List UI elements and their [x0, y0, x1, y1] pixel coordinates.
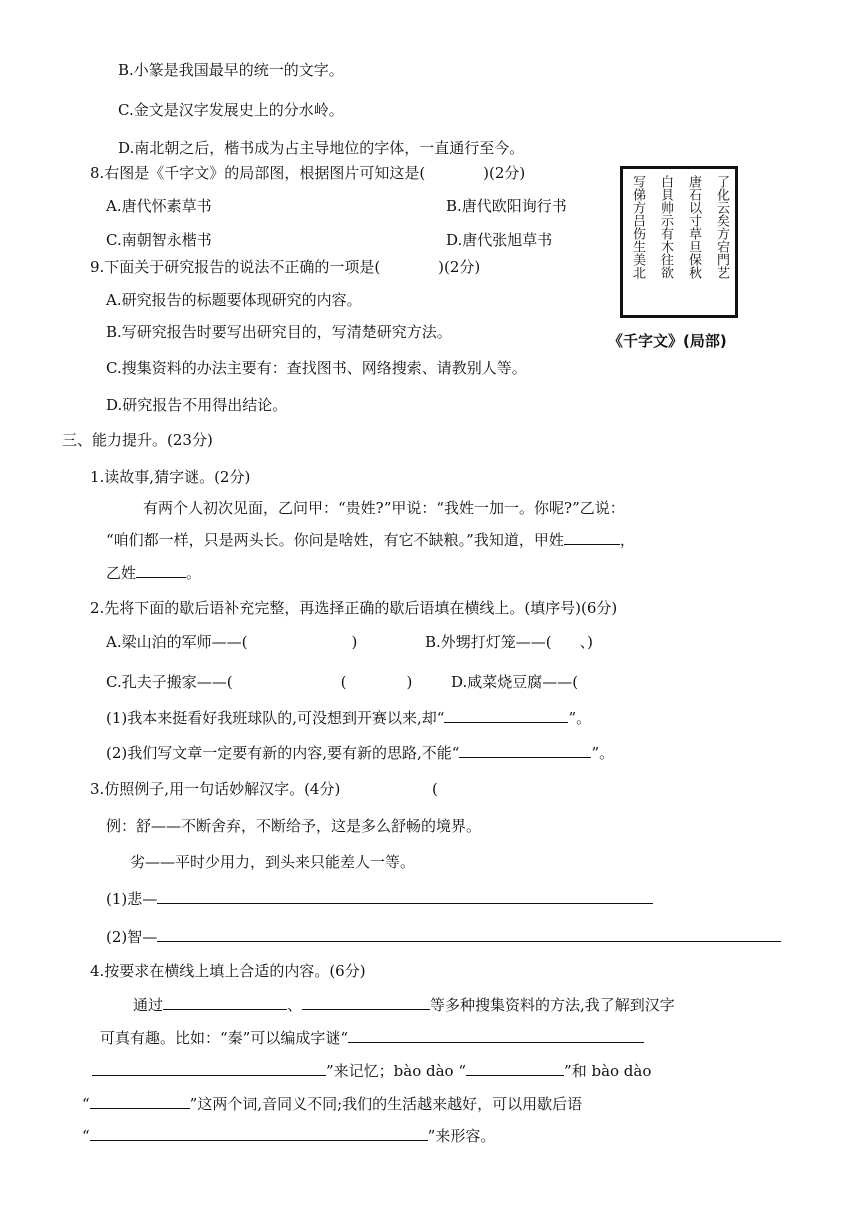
calligraphy-column: 唐石以寸草旦保秋: [686, 175, 701, 279]
s3-title: 3.仿照例子,用一句话妙解汉字。(4分): [90, 780, 341, 798]
q9-option-a: A.研究报告的标题要体现研究的内容。: [106, 291, 362, 309]
s1-paragraph-line1: 有两个人初次见面，乙问甲：“贵姓?”甲说：“我姓一加一。你呢?”乙说：: [143, 499, 625, 517]
q7-option-d: D.南北朝之后，楷书成为占主导地位的字体，一直通行至今。: [118, 139, 525, 157]
s4-blank-3[interactable]: [348, 1028, 644, 1043]
calligraphy-image: [620, 166, 738, 318]
s1-blank-yi[interactable]: [136, 563, 186, 578]
s3-example-1: 例：舒——不断舍弃，不断给予，这是多么舒畅的境界。: [106, 817, 482, 835]
s3-item-2-label: (2)智—: [106, 928, 158, 946]
s2-line2-end: ”。: [591, 744, 615, 762]
s2-item-c: [106, 672, 412, 692]
s2-line1-text: (1)我本来挺看好我班球队的,可没想到开赛以来,却“: [106, 709, 445, 727]
q8-stem: [90, 163, 525, 183]
s4-blank-5[interactable]: [90, 1094, 190, 1109]
s2-b-close: 、): [579, 633, 594, 651]
s2-d-text: D.咸菜烧豆腐——(: [451, 673, 579, 691]
s4-blank-1[interactable]: [163, 995, 287, 1010]
q9-option-c: C.搜集资料的办法主要有：查找图书、网络搜索、请教别人等。: [106, 359, 527, 377]
s4-line4: [82, 1094, 582, 1114]
q8-stem-text: 8.右图是《千字文》的局部图，根据图片可知这是(: [90, 164, 426, 182]
s2-item-b: [425, 632, 593, 652]
s4-text: ”来形容。: [427, 1127, 496, 1145]
s3-blank-2[interactable]: [157, 927, 781, 942]
s4-text: ”这两个词,音同义不同;我们的生活越来越好，可以用歇后语: [189, 1095, 583, 1113]
s2-line1: [106, 708, 591, 728]
s4-blank-2[interactable]: [302, 995, 430, 1010]
s4-text: 等多种搜集资料的方法,我了解到汉字: [430, 996, 675, 1014]
s3-stray-paren: (: [432, 780, 438, 798]
s1-paragraph-line2: [106, 530, 635, 550]
s4-text: “: [82, 1127, 90, 1145]
s1-comma: ，: [619, 531, 635, 549]
image-caption: 《千字文》(局部): [608, 332, 727, 350]
s2-blank-2[interactable]: [459, 743, 591, 758]
s1-title: 1.读故事,猜字谜。(2分): [90, 468, 251, 486]
s2-line2: [106, 743, 614, 763]
s2-b-text: B.外甥打灯笼——(: [425, 633, 552, 651]
s4-line2: [100, 1028, 644, 1048]
s2-a-text: A.梁山泊的军师——(: [106, 633, 248, 651]
s2-c-text: C.孔夫子搬家——(: [106, 673, 233, 691]
q8-option-d: D.唐代张旭草书: [446, 231, 553, 249]
s2-c-close: ): [406, 673, 413, 691]
q8-option-c: C.南朝智永楷书: [106, 231, 212, 249]
s4-line5: [82, 1126, 495, 1146]
s4-text: “: [82, 1095, 90, 1113]
s3-item-2: [106, 927, 781, 947]
s1-paragraph-line3: [106, 563, 201, 583]
s4-line1: [133, 995, 675, 1015]
q8-option-a: A.唐代怀素草书: [106, 197, 212, 215]
s1-period: 。: [186, 564, 202, 582]
q9-option-d: D.研究报告不用得出结论。: [106, 396, 288, 414]
s4-text: 、: [287, 996, 303, 1014]
q9-stem: [90, 257, 480, 277]
s2-item-d: [451, 672, 578, 692]
q8-points: )(2分): [483, 164, 526, 182]
s3-item-1: [106, 889, 653, 909]
s4-text: 可真有趣。比如：“秦”可以编成字谜“: [100, 1029, 349, 1047]
q7-option-b: B.小篆是我国最早的统一的文字。: [118, 61, 344, 79]
calligraphy-column: 白貝帅示有木往欲: [658, 175, 673, 279]
s2-item-a: [106, 632, 357, 652]
s2-a-close: ): [351, 633, 358, 651]
q8-option-b: B.唐代欧阳询行书: [446, 197, 567, 215]
s2-blank-1[interactable]: [444, 708, 568, 723]
s4-line3: [92, 1061, 651, 1081]
q9-stem-text: 9.下面关于研究报告的说法不正确的一项是(: [90, 258, 381, 276]
s4-title: 4.按要求在横线上填上合适的内容。(6分): [90, 962, 366, 980]
q9-option-b: B.写研究报告时要写出研究目的，写清楚研究方法。: [106, 323, 452, 341]
s4-text: 通过: [133, 996, 164, 1014]
s1-blank-jia[interactable]: [564, 530, 620, 545]
s1-text: “咱们都一样，只是两头长。你问是啥姓，有它不缺粮。”我知道，甲姓: [106, 531, 564, 549]
s2-line1-end: ”。: [568, 709, 592, 727]
s2-c-mid: (: [340, 673, 347, 691]
s3-item-1-label: (1)悲—: [106, 890, 158, 908]
s2-line2-text: (2)我们写文章一定要有新的内容,要有新的思路,不能“: [106, 744, 460, 762]
s4-text: ”来记忆；bào dào “: [326, 1062, 467, 1080]
s4-blank-6[interactable]: [90, 1126, 428, 1141]
section-title: 三、能力提升。(23分): [62, 431, 213, 449]
s4-text: ”和 bào dào: [564, 1062, 652, 1080]
s3-example-2: 劣——平时少用力，到头来只能差人一等。: [130, 853, 416, 871]
s2-title: 2.先将下面的歇后语补充完整，再选择正确的歇后语填在横线上。(填序号)(6分): [90, 599, 618, 617]
q9-points: )(2分): [438, 258, 481, 276]
calligraphy-column: 写俤方吕伤生美北: [630, 175, 645, 279]
s4-blank-3-cont[interactable]: [92, 1061, 326, 1076]
s3-blank-1[interactable]: [157, 889, 653, 904]
q7-option-c: C.金文是汉字发展史上的分水岭。: [118, 101, 344, 119]
s1-text: 乙姓: [106, 564, 137, 582]
calligraphy-column: 了化云矣方宕門艺: [714, 175, 729, 279]
s4-blank-4[interactable]: [466, 1061, 564, 1076]
